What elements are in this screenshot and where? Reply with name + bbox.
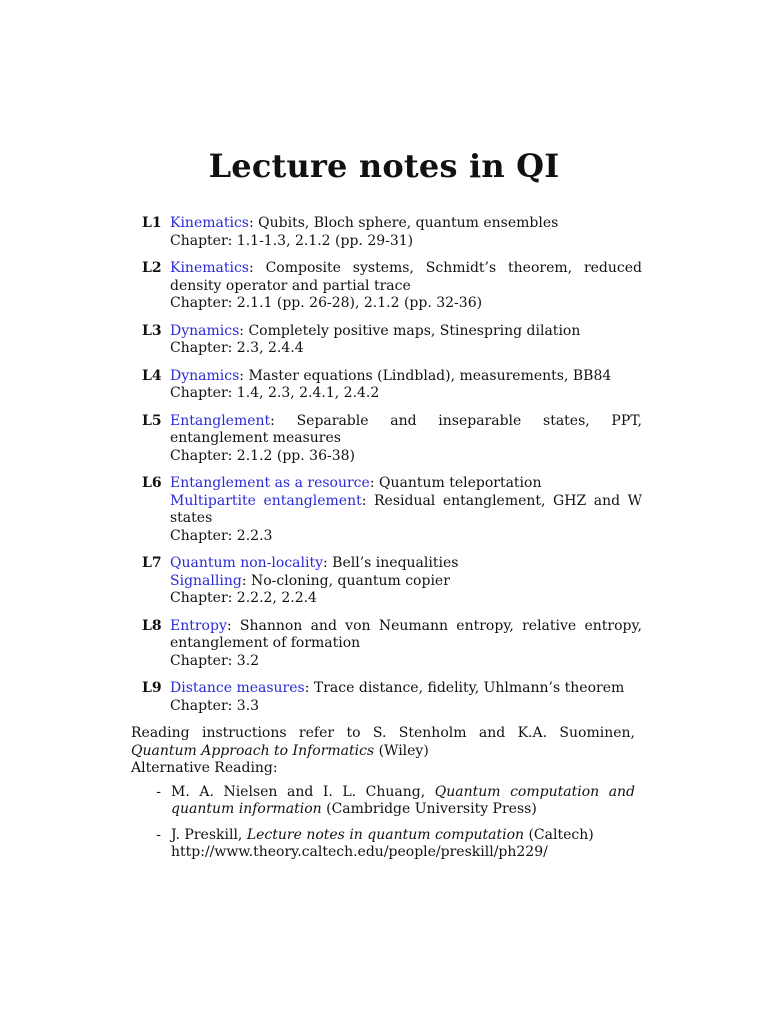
- lecture-text: : Separable and inseparable states, PPT, entanglement measures: [170, 412, 642, 446]
- topic-link[interactable]: Kinematics: [170, 260, 249, 276]
- topic-link[interactable]: Kinematics: [170, 215, 249, 231]
- lecture-body: [170, 618, 642, 671]
- topic-link[interactable]: Entanglement as a resource: [170, 475, 370, 491]
- lecture-item: [142, 475, 642, 545]
- lecture-text: Chapter: 3.3: [170, 697, 260, 714]
- lecture-text: Chapter: 2.2.3: [170, 527, 273, 544]
- lecture-text: Chapter: 1.1-1.3, 2.1.2 (pp. 29-31): [170, 232, 414, 249]
- lecture-list: [142, 215, 642, 725]
- lecture-item: [142, 413, 642, 466]
- topic-link[interactable]: Entropy: [170, 617, 227, 634]
- lecture-text: : Master equations (Lindblad), measurements, BB84: [239, 367, 612, 384]
- lecture-line: [170, 295, 642, 313]
- lecture-item: [142, 368, 642, 403]
- reading-section: [131, 725, 635, 870]
- lecture-line: [170, 475, 642, 493]
- lecture-text: : Trace distance, fidelity, Uhlmann’s theorem: [304, 680, 625, 696]
- topic-link[interactable]: Signalling: [170, 572, 242, 589]
- lecture-text: : Composite systems, Schmidt’s theorem, reduced density operator and partial trace: [170, 260, 642, 294]
- reference-text: [171, 827, 635, 862]
- lecture-line: [170, 528, 642, 546]
- alternative-reading-item: [131, 784, 635, 819]
- lecture-number: L8: [142, 617, 162, 634]
- lecture-line: [170, 680, 642, 698]
- alternative-reading-heading: Alternative Reading:: [131, 760, 278, 776]
- lecture-number: L5: [142, 412, 162, 429]
- topic-link[interactable]: Entanglement: [170, 412, 271, 429]
- lecture-line: [170, 590, 642, 608]
- lecture-body: [170, 475, 642, 545]
- reference-publisher: (Caltech): [524, 826, 594, 843]
- alternative-reading-list: [131, 784, 635, 862]
- lecture-line: [170, 368, 642, 386]
- lecture-line: [170, 698, 642, 716]
- topic-link[interactable]: Dynamics: [170, 322, 240, 339]
- lecture-line: [170, 385, 642, 403]
- lecture-line: [170, 340, 642, 358]
- lecture-number: L3: [142, 322, 162, 339]
- lecture-body: [170, 260, 642, 313]
- lecture-text: Chapter: 3.2: [170, 652, 260, 669]
- lecture-line: [170, 413, 642, 448]
- reference-text: [171, 784, 635, 819]
- lecture-body: [170, 215, 642, 250]
- lecture-line: [170, 448, 642, 466]
- reference-title: Quantum computation and quantum information: [171, 783, 636, 817]
- lecture-number: L7: [142, 555, 162, 571]
- lecture-number: L2: [142, 260, 162, 276]
- lecture-text: : No-cloning, quantum copier: [241, 572, 450, 589]
- reading-intro: Reading instructions refer to S. Stenholm and K.A. Suominen,: [131, 725, 635, 741]
- list-dash: -: [156, 826, 161, 843]
- lecture-text: : Bell’s inequalities: [323, 555, 459, 571]
- page-title: Lecture notes in QI: [208, 147, 560, 185]
- lecture-body: [170, 680, 642, 715]
- lecture-body: [170, 555, 642, 608]
- lecture-item: [142, 323, 642, 358]
- lecture-line: [170, 618, 642, 653]
- reference-publisher: (Cambridge University Press): [321, 801, 537, 817]
- lecture-item: [142, 618, 642, 671]
- reading-book-title: Quantum Approach to Informatics: [131, 742, 375, 759]
- lecture-number: L4: [142, 367, 162, 384]
- lecture-text: Chapter: 2.1.2 (pp. 36-38): [170, 447, 355, 464]
- lecture-line: [170, 260, 642, 295]
- reading-publisher: (Wiley): [374, 742, 429, 759]
- lecture-item: [142, 260, 642, 313]
- topic-link[interactable]: Dynamics: [170, 367, 240, 384]
- topic-link[interactable]: Distance measures: [170, 680, 305, 696]
- lecture-text: Chapter: 1.4, 2.3, 2.4.1, 2.4.2: [170, 385, 380, 401]
- lecture-item: [142, 680, 642, 715]
- lecture-line: [170, 323, 642, 341]
- reference-author: J. Preskill,: [171, 826, 247, 843]
- lecture-text: : Shannon and von Neumann entropy, relative entropy, entanglement of formation: [170, 617, 642, 651]
- lecture-item: [142, 215, 642, 250]
- topic-link[interactable]: Quantum non-locality: [170, 555, 324, 571]
- lecture-line: [170, 555, 642, 573]
- lecture-line: [170, 233, 642, 251]
- reference-url[interactable]: http://www.theory.caltech.edu/people/preskill/ph229/: [171, 844, 548, 860]
- reading-instructions: [131, 725, 635, 760]
- lecture-line: [170, 573, 642, 591]
- lecture-number: L6: [142, 475, 162, 491]
- alternative-reading-item: [131, 827, 635, 862]
- lecture-text: : Quantum teleportation: [369, 475, 542, 491]
- lecture-number: L1: [142, 215, 162, 231]
- lecture-text: Chapter: 2.3, 2.4.4: [170, 340, 304, 356]
- lecture-text: : Qubits, Bloch sphere, quantum ensembles: [249, 215, 559, 231]
- reference-author: M. A. Nielsen and I. L. Chuang,: [171, 783, 435, 800]
- lecture-item: [142, 555, 642, 608]
- lecture-text: Chapter: 2.2.2, 2.2.4: [170, 590, 317, 606]
- lecture-body: [170, 413, 642, 466]
- lecture-body: [170, 368, 642, 403]
- lecture-body: [170, 323, 642, 358]
- lecture-text: Chapter: 2.1.1 (pp. 26-28), 2.1.2 (pp. 32-36): [170, 295, 483, 311]
- reference-title: Lecture notes in quantum computation: [246, 826, 525, 843]
- lecture-text: : Completely positive maps, Stinespring dilation: [239, 322, 581, 339]
- lecture-text: : Residual entanglement, GHZ and W states: [170, 492, 642, 526]
- lecture-line: [170, 653, 642, 671]
- lecture-number: L9: [142, 680, 162, 696]
- lecture-line: [170, 493, 642, 528]
- lecture-line: [170, 215, 642, 233]
- list-dash: -: [156, 783, 161, 800]
- topic-link[interactable]: Multipartite entanglement: [170, 492, 362, 509]
